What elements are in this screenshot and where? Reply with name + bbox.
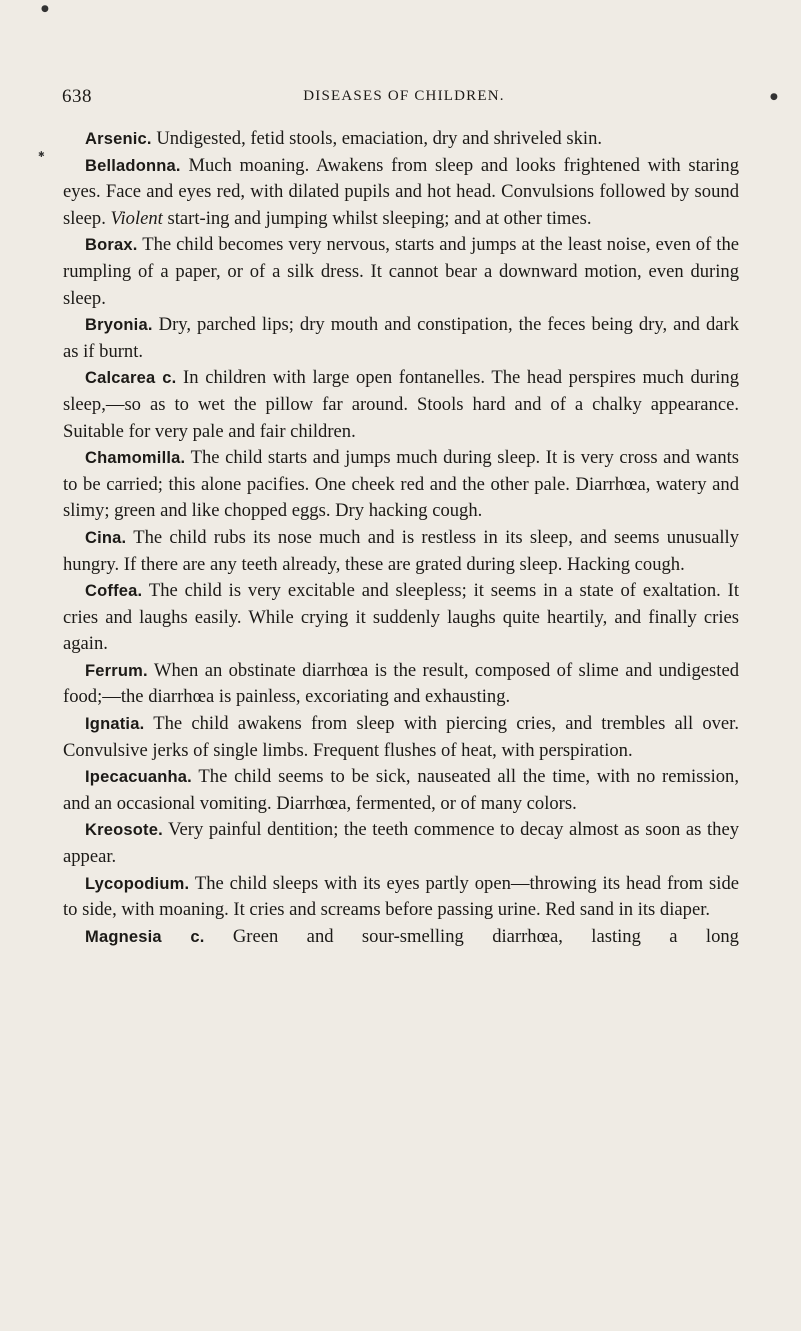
remedy-entry-bryonia [63, 312, 739, 365]
ink-speck-mark: ✱ [38, 150, 45, 159]
remedy-entry-coffea [63, 578, 739, 658]
remedy-name: Coffea. [85, 582, 143, 601]
remedy-entry-calcarea [63, 365, 739, 445]
remedy-description: In children with large open fontanelles. The head perspires much during sleep,—so as to wet the pillow far around. Stools hard and of a chalky appearance. Suitable for very pale and fair children. [63, 367, 739, 442]
page-header [62, 86, 746, 110]
remedy-name: Belladonna. [85, 156, 181, 175]
remedy-entry-kreosote [63, 817, 739, 870]
remedy-name: Borax. [85, 236, 138, 255]
remedy-entry-ipecacuanha [63, 764, 739, 817]
remedy-name: Ipecacuanha. [85, 768, 192, 787]
remedy-entry-cina [63, 525, 739, 578]
remedy-name: Bryonia. [85, 316, 153, 335]
remedy-entry-ferrum [63, 658, 739, 711]
remedy-description: The child rubs its nose much and is restless in its sleep, and seems unusually hungry. If there are any teeth already, these are grated during sleep. Hacking cough. [63, 526, 740, 575]
remedy-entry-ignatia [63, 711, 739, 764]
remedy-entry-chamomilla [63, 445, 739, 525]
remedy-list [63, 126, 739, 950]
remedy-description: Green and sour-smelling diarrhœa, lasting a long [232, 925, 739, 947]
remedy-name: Kreosote. [85, 821, 163, 840]
remedy-name: Chamomilla. [85, 449, 186, 468]
remedy-entry-magnesia [63, 924, 739, 951]
remedy-description: Much moaning. Awakens from sleep and looks frightened with staring eyes. Face and eyes red, with dilated pupils and hot head. Convulsions followed by sound sleep. [63, 154, 739, 229]
ink-speck-mark: ● [41, 4, 49, 14]
remedy-description: The child awakens from sleep with piercing cries, and trembles all over. Convulsive jerks of single limbs. Frequent flushes of heat, with perspiration. [63, 713, 739, 761]
remedy-entry-lycopodium [63, 871, 739, 924]
remedy-description: The child starts and jumps much during sleep. It is very cross and wants to be carried; this alone pacifies. One cheek red and the other pale. Diarrhœa, watery and slimy; green and like chopped eggs. Dry hacking cough. [63, 447, 740, 522]
remedy-name: Lycopodium. [85, 874, 190, 893]
remedy-name: Arsenic. [85, 130, 152, 148]
remedy-description: The child sleeps with its eyes partly open—throwing its head from side to side, with moaning. It cries and screams before passing urine. Red sand in its diaper. [63, 872, 739, 921]
remedy-description: The child is very excitable and sleepless; it seems in a state of exaltation. It cries and laughs easily. While crying it suddenly laughs quite heartily, and finally cries again. [63, 580, 740, 655]
ink-speck-mark: ● [770, 92, 778, 102]
remedy-name: Ignatia. [85, 715, 145, 734]
remedy-entry-borax [63, 232, 739, 312]
remedy-description: The child becomes very nervous, starts and jumps at the least noise, even of the rumpling of a paper, or of a silk dress. It cannot bear a downward motion, even during sleep. [63, 234, 739, 309]
remedy-name: Magnesia c. [85, 927, 205, 946]
remedy-description: Undigested, fetid stools, emaciation, dry and shriveled skin. [156, 128, 603, 149]
page-number: 638 [62, 86, 92, 107]
remedy-description: Very painful dentition; the teeth commence to decay almost as soon as they appear. [63, 819, 740, 868]
remedy-description: When an obstinate diarrhœa is the result, composed of slime and undigested food;—the diarrhœa is painless, excoriating and exhausting. [63, 659, 739, 708]
remedy-entry-belladonna [63, 153, 739, 233]
remedy-entry-arsenic [63, 126, 739, 153]
remedy-name: Calcarea c. [85, 369, 177, 388]
emphasized-word: Violent [110, 207, 163, 229]
remedy-description: Dry, parched lips; dry mouth and constipation, the feces being dry, and dark as if burnt. [63, 314, 739, 362]
remedy-description-continued: start-ing and jumping whilst sleeping; and at other times. [167, 207, 592, 229]
remedy-name: Ferrum. [85, 661, 148, 680]
remedy-description: The child seems to be sick, nauseated all the time, with no remission, and an occasional vomiting. Diarrhœa, fermented, or of many colors. [63, 766, 740, 814]
remedy-name: Cina. [85, 528, 127, 547]
running-head: DISEASES OF CHILDREN. [303, 88, 505, 104]
